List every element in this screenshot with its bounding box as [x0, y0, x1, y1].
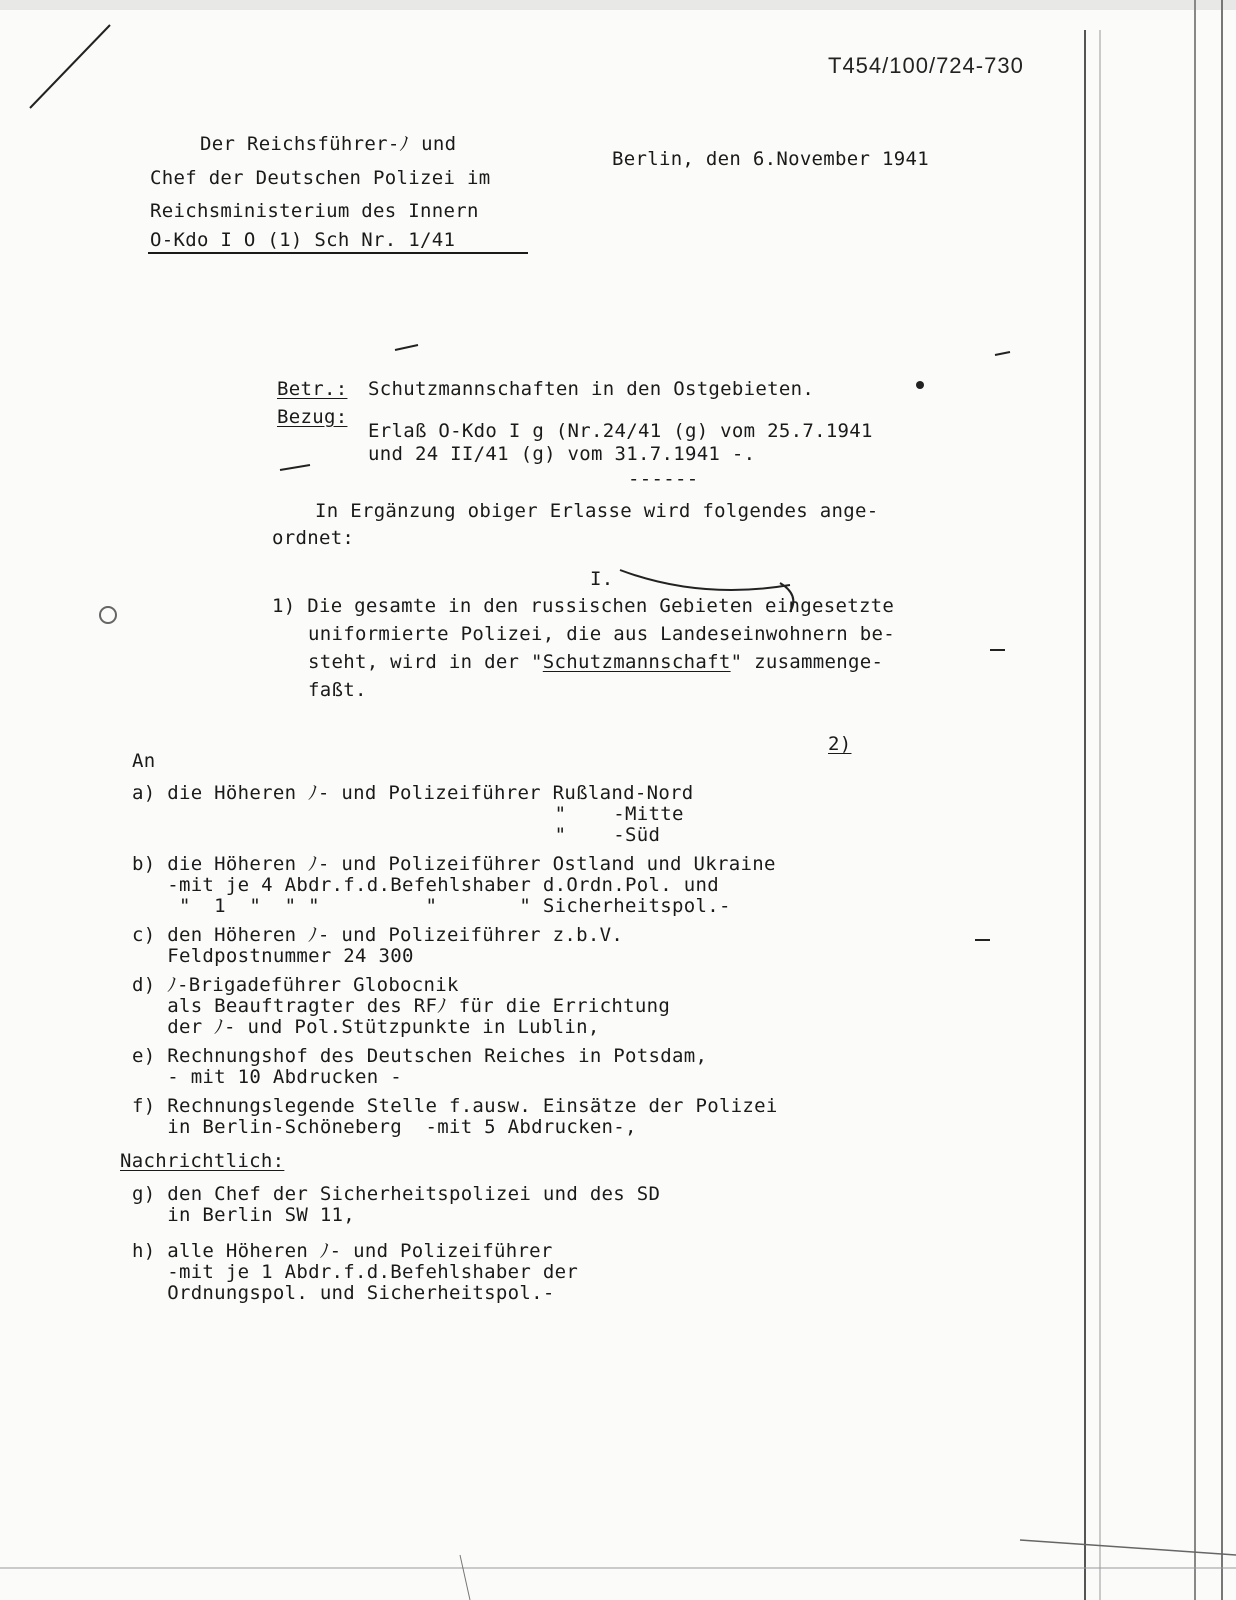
section-numeral: I. [590, 568, 614, 590]
item1-line-3 [308, 651, 883, 673]
bezug-line-2: und 24 II/41 (g) vom 31.7.1941 -. [368, 443, 756, 465]
distribution-line: Ordnungspol. und Sicherheitspol.- [132, 1282, 555, 1304]
nachrichtlich-heading: Nachrichtlich: [120, 1150, 285, 1172]
item1-line-3-post: " zusammenge- [730, 651, 884, 673]
sender-line-3: Reichsministerium des Innern [150, 200, 479, 222]
item1-line-2: uniformierte Polizei, die aus Landeseinwohnern be- [308, 623, 895, 645]
sender-line-1: Der Reichsführer-ﾉ und [200, 133, 457, 155]
bezug-label: Bezug: [277, 406, 348, 428]
distribution-line: " -Mitte [132, 803, 684, 825]
betr-label: Betr.: [277, 378, 348, 400]
place-date: Berlin, den 6.November 1941 [612, 148, 929, 170]
file-reference: O-Kdo I O (1) Sch Nr. 1/41 [150, 229, 456, 251]
distribution-line: d) ﾉ-Brigadeführer Globocnik [132, 974, 459, 996]
distribution-line: e) Rechnungshof des Deutschen Reiches in Potsdam, [132, 1045, 708, 1067]
item1-line-4: faßt. [308, 679, 367, 701]
distribution-line: - mit 10 Abdrucken - [132, 1066, 402, 1088]
bezug-line-1: Erlaß O-Kdo I g (Nr.24/41 (g) vom 25.7.1941 [368, 420, 873, 442]
distribution-line: f) Rechnungslegende Stelle f.ausw. Einsätze der Polizei [132, 1095, 778, 1117]
distribution-line: in Berlin SW 11, [132, 1204, 356, 1226]
distribution-line: c) den Höheren ﾉ- und Polizeiführer z.b.V. [132, 924, 624, 946]
sender-line-2: Chef der Deutschen Polizei im [150, 167, 491, 189]
distribution-line: der ﾉ- und Pol.Stützpunkte in Lublin, [132, 1016, 600, 1038]
distribution-line: -mit je 1 Abdr.f.d.Befehlshaber der [132, 1261, 579, 1283]
distribution-line: h) alle Höheren ﾉ- und Polizeiführer [132, 1240, 553, 1262]
item1-line-3-pre: steht, wird in der " [308, 651, 543, 673]
distribution-line: g) den Chef der Sicherheitspolizei und des SD [132, 1183, 661, 1205]
separator: ------ [628, 468, 699, 490]
schutzmannschaft-term: Schutzmannschaft [542, 651, 731, 673]
distribution-line: als Beauftragter des RFﾉ für die Errichtung [132, 995, 671, 1017]
distribution-an: An [132, 750, 156, 772]
distribution-line: a) die Höheren ﾉ- und Polizeiführer Rußland-Nord [132, 782, 694, 804]
intro-line-2: ordnet: [272, 527, 355, 549]
distribution-line: -mit je 4 Abdr.f.d.Befehlshaber d.Ordn.Pol. und [132, 874, 719, 896]
distribution-line: " -Süd [132, 824, 661, 846]
distribution-line: in Berlin-Schöneberg -mit 5 Abdrucken-, [132, 1116, 637, 1138]
distribution-line: b) die Höheren ﾉ- und Polizeiführer Ostland und Ukraine [132, 853, 776, 875]
page-marker: 2) [828, 733, 852, 755]
betr-text: Schutzmannschaften in den Ostgebieten. [368, 378, 815, 400]
distribution-line: Feldpostnummer 24 300 [132, 945, 414, 967]
archive-reference: T454/100/724-730 [828, 53, 1024, 78]
distribution-line: " 1 " " " " " Sicherheitspol.- [132, 895, 731, 917]
intro-line-1: In Ergänzung obiger Erlasse wird folgendes ange- [315, 500, 879, 522]
item1-line-1: 1) Die gesamte in den russischen Gebieten eingesetzte [272, 595, 895, 617]
file-reference-rule [148, 252, 528, 254]
